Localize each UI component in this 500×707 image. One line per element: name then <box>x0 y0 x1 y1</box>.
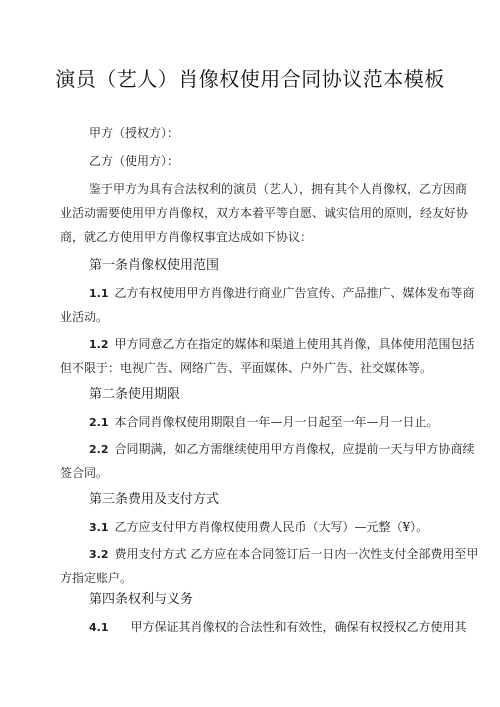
clause-text: 甲方保证其肖像权的合法性和有效性，确保有权授权乙方使用其 <box>130 620 467 634</box>
clause-text: 本合同肖像权使用期限自一年—月一日起至一年—月一日止。 <box>114 415 439 429</box>
preamble-line: 鉴于甲方为具有合法权利的演员（艺人），拥有其个人肖像权，乙方因商 <box>89 182 468 196</box>
clause-number: 1.2 <box>89 338 109 351</box>
clause-text: 费用支付方式 乙方应在本合同签订后一日内一次性支付全部费用至甲 <box>114 547 479 561</box>
section-heading: 第三条费用及支付方式 <box>89 492 220 507</box>
clause-line <box>89 546 478 563</box>
party-a-line: 甲方（授权方）： <box>89 126 180 140</box>
section-heading: 第二条使用期限 <box>89 387 181 402</box>
clause-line <box>89 441 475 458</box>
document-title: 演员（艺人）肖像权使用合同协议范本模板 <box>55 67 445 91</box>
clause-text: 合同期满，如乙方需继续使用甲方肖像权，应提前一天与甲方协商续 <box>114 442 475 456</box>
clause-line: 但不限于：电视广告、网络广告、平面媒体、户外广告、社交媒体等。 <box>60 361 433 375</box>
clause-line <box>89 519 428 536</box>
clause-number: 2.1 <box>89 416 109 429</box>
section-heading: 第一条肖像权使用范围 <box>89 258 220 273</box>
clause-number: 4.1 <box>89 621 109 634</box>
clause-text: 甲方同意乙方在指定的媒体和渠道上使用其肖像，具体使用范围包括 <box>114 337 475 351</box>
clause-line <box>89 285 475 302</box>
clause-line: 方指定账户。 <box>60 571 133 585</box>
preamble-line: 业活动需要使用甲方肖像权，双方本着平等自愿、诚实信用的原则，经友好协 <box>60 206 469 220</box>
clause-line <box>89 336 475 353</box>
section-heading: 第四条权利与义务 <box>89 592 194 607</box>
clause-number: 1.1 <box>89 287 109 300</box>
clause-line: 业活动。 <box>60 310 109 324</box>
clause-number: 3.2 <box>89 548 109 561</box>
party-b-line: 乙方（使用方）： <box>89 154 180 168</box>
clause-number: 3.1 <box>89 521 109 534</box>
clause-text: 乙方应支付甲方肖像权使用费人民币（大写）—元整（¥）。 <box>114 520 429 534</box>
clause-number: 2.2 <box>89 443 109 456</box>
clause-text: 乙方有权使用甲方肖像进行商业广告宣传、产品推广、媒体发布等商 <box>114 286 475 300</box>
clause-line <box>89 619 467 636</box>
preamble-line: 商，就乙方使用甲方肖像权事宜达成如下协议： <box>60 230 313 244</box>
clause-line <box>89 414 439 431</box>
clause-line: 签合同。 <box>60 466 109 480</box>
